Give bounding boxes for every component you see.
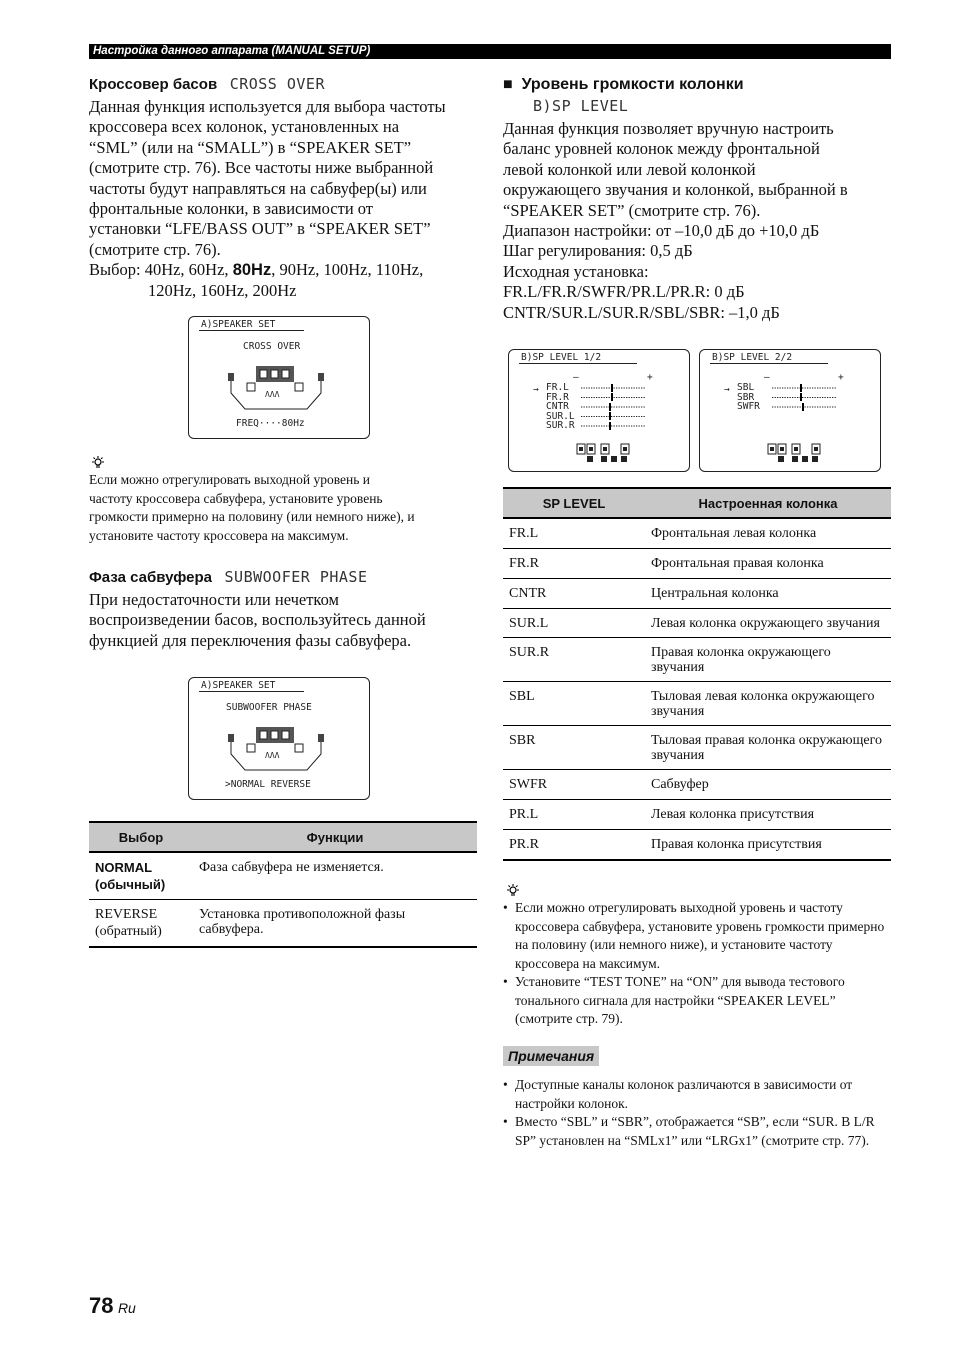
crossover-lcd bbox=[188, 316, 370, 439]
table-cell: PR.L bbox=[503, 800, 645, 830]
lcd-divider bbox=[519, 363, 637, 364]
page-footer bbox=[89, 1293, 136, 1319]
table-row bbox=[503, 638, 891, 682]
text-line: Исходная установка: bbox=[503, 261, 649, 281]
sp-level-table bbox=[503, 487, 891, 861]
channel-label: SUR.L bbox=[546, 410, 575, 422]
channel-list bbox=[546, 383, 575, 431]
table-cell: FR.L bbox=[503, 518, 645, 549]
lcd-item: CROSS OVER bbox=[243, 341, 301, 352]
column-header: Выбор bbox=[89, 822, 193, 852]
table-cell: Правая колонка окружающего звучания bbox=[645, 638, 891, 682]
option-name: REVERSE bbox=[95, 907, 158, 922]
list-item: • Вместо “SBL” и “SBR”, отображается “SB”, если “SUR. B L/R SP” установлен на “SMLx1” или “LRGx1” (смотрите стр. 77). bbox=[503, 1113, 889, 1150]
text-line: Данная функция позволяет вручную настроить bbox=[503, 119, 834, 138]
text-line: “SML” (или на “SMALL”) в “SPEAKER SET” bbox=[89, 137, 412, 157]
sp-level-title: Уровень громкости колонки bbox=[521, 76, 744, 93]
phase-table bbox=[89, 821, 477, 948]
speaker-icons bbox=[766, 442, 826, 464]
lcd-plus: + bbox=[838, 372, 844, 383]
lcd-title: B)SP LEVEL 1/2 bbox=[521, 352, 602, 363]
lcd-item: SUBWOOFER PHASE bbox=[226, 702, 312, 713]
text-line: CNTR/SUR.L/SUR.R/SBL/SBR: –1,0 дБ bbox=[503, 302, 780, 322]
table-cell bbox=[89, 852, 193, 900]
sp-level-heading bbox=[503, 76, 744, 94]
table-cell: CNTR bbox=[503, 579, 645, 609]
channel-label: SBL bbox=[737, 382, 755, 393]
table-row bbox=[89, 852, 477, 900]
notes-label: Примечания bbox=[503, 1046, 599, 1066]
phase-title: Фаза сабвуфера bbox=[89, 569, 212, 586]
text-line: Данная функция используется для выбора частоты bbox=[89, 97, 446, 116]
text-line: частоту кроссовера сабвуфера, установите уровень bbox=[89, 490, 383, 506]
table-cell: Фаза сабвуфера не изменяется. bbox=[193, 852, 477, 900]
text-line: баланс уровней колонок между фронтальной bbox=[503, 139, 820, 159]
table-cell: Фронтальная левая колонка bbox=[645, 518, 891, 549]
column-header: Настроенная колонка bbox=[645, 488, 891, 518]
text-line: “SPEAKER SET” (смотрите стр. 76). bbox=[503, 200, 761, 220]
tip-lightbulb-icon bbox=[90, 455, 106, 469]
table-cell: Центральная колонка bbox=[645, 579, 891, 609]
lcd-title: A)SPEAKER SET bbox=[201, 319, 276, 330]
list-item: • Установите “TEST TONE” на “ON” для вывода тестового тонального сигнала для настройки “SPEAKER LEVEL” (смотрите стр. 79). bbox=[503, 973, 889, 1029]
lcd-divider bbox=[199, 691, 304, 692]
choice-line2: 120Hz, 160Hz, 200Hz bbox=[148, 280, 297, 300]
table-cell: Тыловая левая колонка окружающего звучания bbox=[645, 682, 891, 726]
table-row bbox=[503, 609, 891, 638]
text-line: громкости примерно на половину (или немного ниже), и bbox=[89, 509, 415, 524]
table-cell: SWFR bbox=[503, 770, 645, 800]
table-cell: Левая колонка окружающего звучания bbox=[645, 609, 891, 638]
section-header-bar bbox=[89, 44, 891, 59]
cursor-arrow-icon: → bbox=[533, 384, 539, 395]
crossover-description bbox=[89, 97, 479, 301]
table-cell: SUR.L bbox=[503, 609, 645, 638]
lcd-value: FREQ····80Hz bbox=[236, 418, 305, 429]
table-cell: FR.R bbox=[503, 549, 645, 579]
text-line: воспроизведении басов, воспользуйтесь данной bbox=[89, 610, 426, 630]
table-row bbox=[89, 900, 477, 948]
svg-text:ΛΛΛ: ΛΛΛ bbox=[265, 390, 280, 399]
table-cell: Сабвуфер bbox=[645, 770, 891, 800]
table-row bbox=[503, 549, 891, 579]
channel-label: FR.L bbox=[546, 382, 569, 393]
lcd-divider bbox=[710, 363, 828, 364]
lcd-plus: + bbox=[647, 372, 653, 383]
text-line: Если можно отрегулировать выходной уровень и bbox=[89, 472, 371, 487]
choice-prefix: Выбор: 40Hz, 60Hz, bbox=[89, 260, 233, 280]
text-line: окружающего звучания и колонкой, выбранной в bbox=[503, 180, 848, 200]
text-line: фронтальные колонки, в зависимости от bbox=[89, 199, 374, 219]
svg-text:ΛΛΛ: ΛΛΛ bbox=[265, 751, 280, 760]
sp-level-code: B)SP LEVEL bbox=[533, 97, 629, 115]
phase-heading bbox=[89, 568, 367, 586]
speaker-layout-icon bbox=[227, 363, 327, 415]
phase-lcd bbox=[188, 677, 370, 800]
choice-rest: , 90Hz, 100Hz, 110Hz, bbox=[271, 260, 424, 280]
option-name: NORMAL bbox=[95, 860, 153, 875]
text-line: При недостаточности или нечетком bbox=[89, 590, 339, 609]
channel-label: CNTR bbox=[546, 401, 569, 412]
text-line: функцией для переключения фазы сабвуфера. bbox=[89, 630, 412, 650]
table-row bbox=[503, 770, 891, 800]
crossover-code: CROSS OVER bbox=[229, 75, 325, 93]
table-row bbox=[503, 800, 891, 830]
table-cell: Тыловая правая колонка окружающего звучания bbox=[645, 726, 891, 770]
option-translation: (обычный) bbox=[95, 877, 166, 892]
crossover-heading bbox=[89, 75, 325, 93]
lcd-title: A)SPEAKER SET bbox=[201, 680, 276, 691]
lcd-value: >NORMAL REVERSE bbox=[225, 779, 311, 790]
table-row bbox=[503, 518, 891, 549]
cursor-arrow-icon: → bbox=[724, 384, 730, 395]
table-row bbox=[503, 579, 891, 609]
notes-label-wrap bbox=[503, 1046, 599, 1066]
lcd-minus: – bbox=[764, 372, 770, 383]
crossover-choices bbox=[89, 260, 479, 280]
notes-list bbox=[503, 1076, 889, 1150]
level-meters bbox=[581, 383, 647, 433]
language-code: Ru bbox=[117, 1300, 136, 1316]
text-line: установки “LFE/BASS OUT” в “SPEAKER SET” bbox=[89, 219, 431, 239]
table-cell bbox=[89, 900, 193, 948]
tip-lightbulb-icon bbox=[505, 883, 521, 897]
choice-default: 80Hz bbox=[232, 261, 272, 280]
column-header: SP LEVEL bbox=[503, 488, 645, 518]
sp-level-tips bbox=[503, 899, 889, 1029]
text-line: (смотрите стр. 76). bbox=[89, 239, 221, 259]
table-cell: SBR bbox=[503, 726, 645, 770]
sp-level-lcd-page1 bbox=[508, 349, 690, 472]
text-line: левой колонкой или левой колонкой bbox=[503, 159, 756, 179]
channel-label: FR.R bbox=[546, 391, 569, 403]
table-row bbox=[503, 830, 891, 861]
table-cell: Левая колонка присутствия bbox=[645, 800, 891, 830]
lcd-minus: – bbox=[573, 372, 579, 383]
table-cell: SUR.R bbox=[503, 638, 645, 682]
table-row bbox=[503, 726, 891, 770]
sp-level-lcd-page2 bbox=[699, 349, 881, 472]
channel-label: SUR.R bbox=[546, 420, 575, 431]
channel-label: SBR bbox=[737, 391, 755, 403]
phase-description bbox=[89, 590, 479, 651]
crossover-title: Кроссовер басов bbox=[89, 76, 218, 93]
text-line: кроссовера всех колонок, установленных на bbox=[89, 117, 400, 137]
table-cell: Установка противоположной фазы сабвуфера. bbox=[193, 900, 477, 948]
page-number: 78 bbox=[89, 1293, 114, 1318]
text-line: Диапазон настройки: от –10,0 дБ до +10,0 дБ bbox=[503, 221, 820, 241]
text-line: Шаг регулирования: 0,5 дБ bbox=[503, 241, 693, 261]
speaker-icons bbox=[575, 442, 635, 464]
text-line: установите частоту кроссовера на максимум. bbox=[89, 527, 349, 543]
section-marker-icon: ■ bbox=[503, 76, 513, 93]
list-item: • Если можно отрегулировать выходной уровень и частоту кроссовера сабвуфера, установите уровень громкости примерно на половину (или немного ниже), и установите частоту кроссовера на максимум. bbox=[503, 899, 889, 973]
table-cell: SBL bbox=[503, 682, 645, 726]
table-row bbox=[503, 682, 891, 726]
section-title: Настройка данного аппарата (MANUAL SETUP) bbox=[93, 45, 371, 57]
sp-level-description bbox=[503, 119, 893, 323]
channel-list bbox=[737, 383, 760, 412]
lcd-title: B)SP LEVEL 2/2 bbox=[712, 352, 793, 363]
lcd-divider bbox=[199, 330, 304, 331]
column-header: Функции bbox=[193, 822, 477, 852]
channel-label: SWFR bbox=[737, 401, 760, 412]
speaker-layout-icon bbox=[227, 724, 327, 776]
phase-code: SUBWOOFER PHASE bbox=[224, 568, 368, 586]
table-cell: Фронтальная правая колонка bbox=[645, 549, 891, 579]
text-line: (смотрите стр. 76). Все частоты ниже выбранной bbox=[89, 158, 434, 178]
text-line: FR.L/FR.R/SWFR/PR.L/PR.R: 0 дБ bbox=[503, 282, 745, 302]
level-meters bbox=[772, 383, 838, 415]
option-translation: (обратный) bbox=[95, 924, 162, 939]
crossover-tip bbox=[89, 471, 479, 545]
text-line: частоты будут направляться на сабвуфер(ы) или bbox=[89, 178, 427, 198]
table-cell: PR.R bbox=[503, 830, 645, 861]
table-cell: Правая колонка присутствия bbox=[645, 830, 891, 861]
list-item: • Доступные каналы колонок различаются в зависимости от настройки колонок. bbox=[503, 1076, 889, 1113]
